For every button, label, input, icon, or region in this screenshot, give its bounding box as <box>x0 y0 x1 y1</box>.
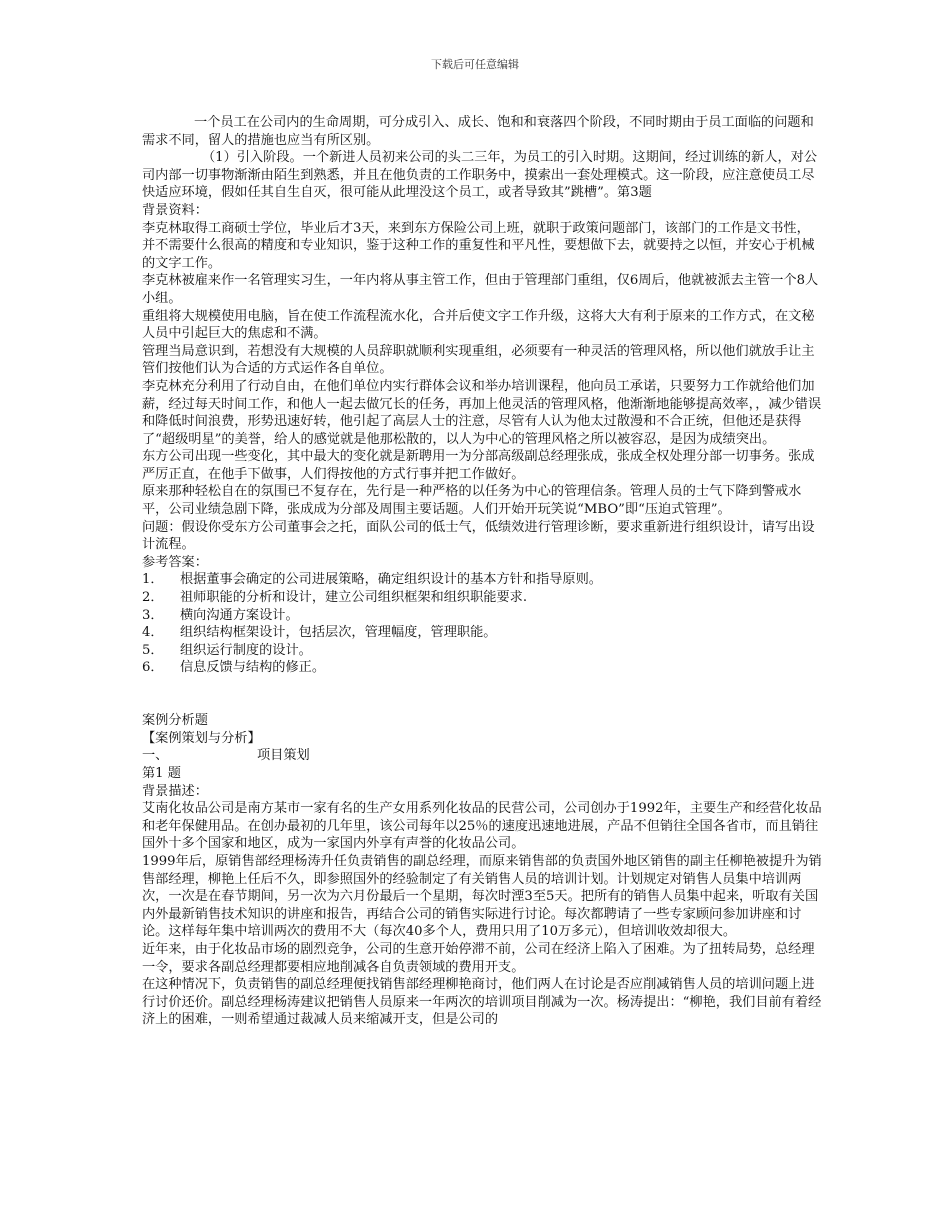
answer-item <box>142 607 822 625</box>
answer-text: 横向沟通方案设计。 <box>180 607 299 623</box>
background-label: 背景资料： <box>142 202 208 218</box>
case2-paragraph: 在这种情况下，负责销售的副总经理便找销售部经理柳艳商讨，他们两人在讨论是否应削减销售人员的培训问题上进行讨价还价。副总经理杨涛建议把销售人员原来一年两次的培训项目削减为一次。杨涛提出：“柳艳，我们目前有着经济上的困难，一则希望通过裁减人员来缩减开支，但是公司的 <box>142 977 822 1028</box>
item-title: 项目策划 <box>257 748 310 764</box>
answer-item <box>142 624 822 642</box>
page-header: 下载后可任意编辑 <box>431 58 519 71</box>
answer-item <box>142 571 822 589</box>
answer-item <box>142 589 822 607</box>
case1-paragraph: 重组将大规模使用电脑，旨在使工作流程流水化，合并后使文字工作升级，这将大大有利于原来的工作方式，在文秘人员中引起巨大的焦虑和不满。 <box>142 308 815 342</box>
question-number: 第1 题 <box>142 765 181 781</box>
case1-paragraph: 李克林充分利用了行动自由，在他们单位内实行群体会议和举办培训课程，他向员工承诺，只要努力工作就给他们加薪，经过每天时间工作，和他人一起去做冗长的任务，再加上他灵活的管理风格，他渐渐地能够提高效率，，减少错误和降低时间浪费，形势迅速好转，他引起了高层人士的注意，尽管有人认为他太过散漫和不合正统，但他还是获得了“超级明星”的美誉，给人的感觉就是他那松散的，以人为中心的管理风格之所以被容忍，是因为成绩突出。 <box>142 378 822 447</box>
answer-text: 组织运行制度的设计。 <box>180 642 312 658</box>
item-number: 一、 <box>142 748 169 764</box>
answer-number: 5． <box>142 642 164 658</box>
case1-paragraph: 李克林被雇来作一名管理实习生，一年内将从事主管工作，但由于管理部门重组，仅6周后，他就被派去主管一个8人小组。 <box>142 273 819 306</box>
answer-number: 6． <box>142 660 164 676</box>
intro-paragraph: 一个员工在公司内的生命周期，可分成引入、成长、饱和和衰落四个阶段，不同时期由于员工面临的问题和需求不同，留人的措施也应当有所区别。 <box>142 115 814 148</box>
spacer <box>142 695 822 713</box>
document-body <box>142 114 822 1029</box>
stage1-paragraph: （1）引入阶段。一个新进人员初来公司的头二三年，为员工的引入时期。这期间，经过训练的新人，对公司内部一切事物渐渐由陌生到熟悉，并且在他负责的工作职务中，摸索出一套处理模式。这一阶段，应注意使员工尽快适应环境，假如任其自生自灭，很可能从此埋没这个员工，或者导致其”跳槽”。第3题 <box>142 150 818 201</box>
answer-number: 2． <box>142 590 164 606</box>
case1-paragraph: 东方公司出现一些变化，其中最大的变化就是新聘用一为分部高级副总经理张成，张成全权处理分部一切事务。张成严厉正直，在他手下做事，人们得按他的方式行事并把工作做好。 <box>142 449 815 482</box>
section-title: 案例分析题 <box>142 713 208 729</box>
answer-label: 参考答案： <box>142 554 208 570</box>
answer-text: 组织结构框架设计，包括层次，管理幅度，管理职能。 <box>180 625 497 641</box>
answer-text: 根据董事会确定的公司进展策略，确定组织设计的基本方针和指导原则。 <box>180 572 602 588</box>
case1-paragraph: 原来那种轻松自在的氛围已不复存在，先行是一种严格的以任务为中心的管理信条。管理人员的士气下降到警戒水平，公司业绩急剧下降，张成成为分部及周围主要话题。人们开始开玩笑说“MBO”即“压迫式管理”。 <box>142 484 802 518</box>
answer-item <box>142 642 822 660</box>
answer-item <box>142 659 822 677</box>
background-label: 背景描述： <box>142 783 208 799</box>
answer-number: 1． <box>142 572 164 588</box>
answer-text: 祖师职能的分析和设计，建立公司组织框架和组织职能要求. <box>180 590 528 606</box>
answer-number: 3． <box>142 607 164 623</box>
case2-paragraph: 近年来，由于化妆品市场的剧烈竞争，公司的生意开始停滞不前，公司在经济上陷入了困难。为了扭转局势，总经理一令，要求各副总经理都要相应地削减各自负责领域的费用开支。 <box>142 941 815 975</box>
case2-paragraph: 艾南化妆品公司是南方某市一家有名的生产女用系列化妆品的民营公司，公司创办于1992年，主要生产和经营化妆品和老年保健用品。在创办最初的几年里，该公司每年以25％的速度迅速地进展，产品不但销往全国各省市，而且销往国外十多个国家和地区，成为一家国内外享有声誉的化妆品公司。 <box>142 801 822 852</box>
answer-number: 4． <box>142 625 164 641</box>
case1-paragraph: 李克林取得工商硕士学位，毕业后才3天，来到东方保险公司上班，就职于政策问题部门，该部门的工作是文书性，并不需要什么很高的精度和专业知识，鉴于这种工作的重复性和平凡性，要想做下去，就要持之以恒，并安心于机械的文字工作。 <box>142 220 815 271</box>
case1-paragraph: 管理当局意识到，若想没有大规模的人员辞职就顺利实现重组，必须要有一种灵活的管理风格，所以他们就放手让主管们按他们认为合适的方式运作各自单位。 <box>142 343 815 377</box>
spacer <box>142 677 822 695</box>
answer-text: 信息反馈与结构的修正。 <box>180 660 326 676</box>
case2-paragraph: 1999年后，原销售部经理杨涛升任负责销售的副总经理，而原来销售部的负责国外地区销售的副主任柳艳被提升为销售部经理，柳艳上任后不久，即参照国外的经验制定了有关销售人员的培训计划。计划规定对销售人员集中培训两次，一次是在春节期间，另一次为六月份最后一个星期，每次时湮3至5天。把所有的销售人员集中起来，听取有关国内外最新销售技术知识的讲座和报告，再结合公司的销售实际进行讨论。每次都聘请了一些专家顾问参加讲座和讨论。这样每年集中培训两次的费用不大（每次40多个人，费用只用了10万多元），但培训收效却很大。 <box>142 853 822 940</box>
question-paragraph: 问题：假设你受东方公司董事会之托，面队公司的低士气，低绩效进行管理诊断，要求重新进行组织设计，请写出设计流程。 <box>142 519 815 553</box>
section-subtitle: 【案例策划与分析】 <box>142 730 261 746</box>
item-heading <box>142 747 822 765</box>
